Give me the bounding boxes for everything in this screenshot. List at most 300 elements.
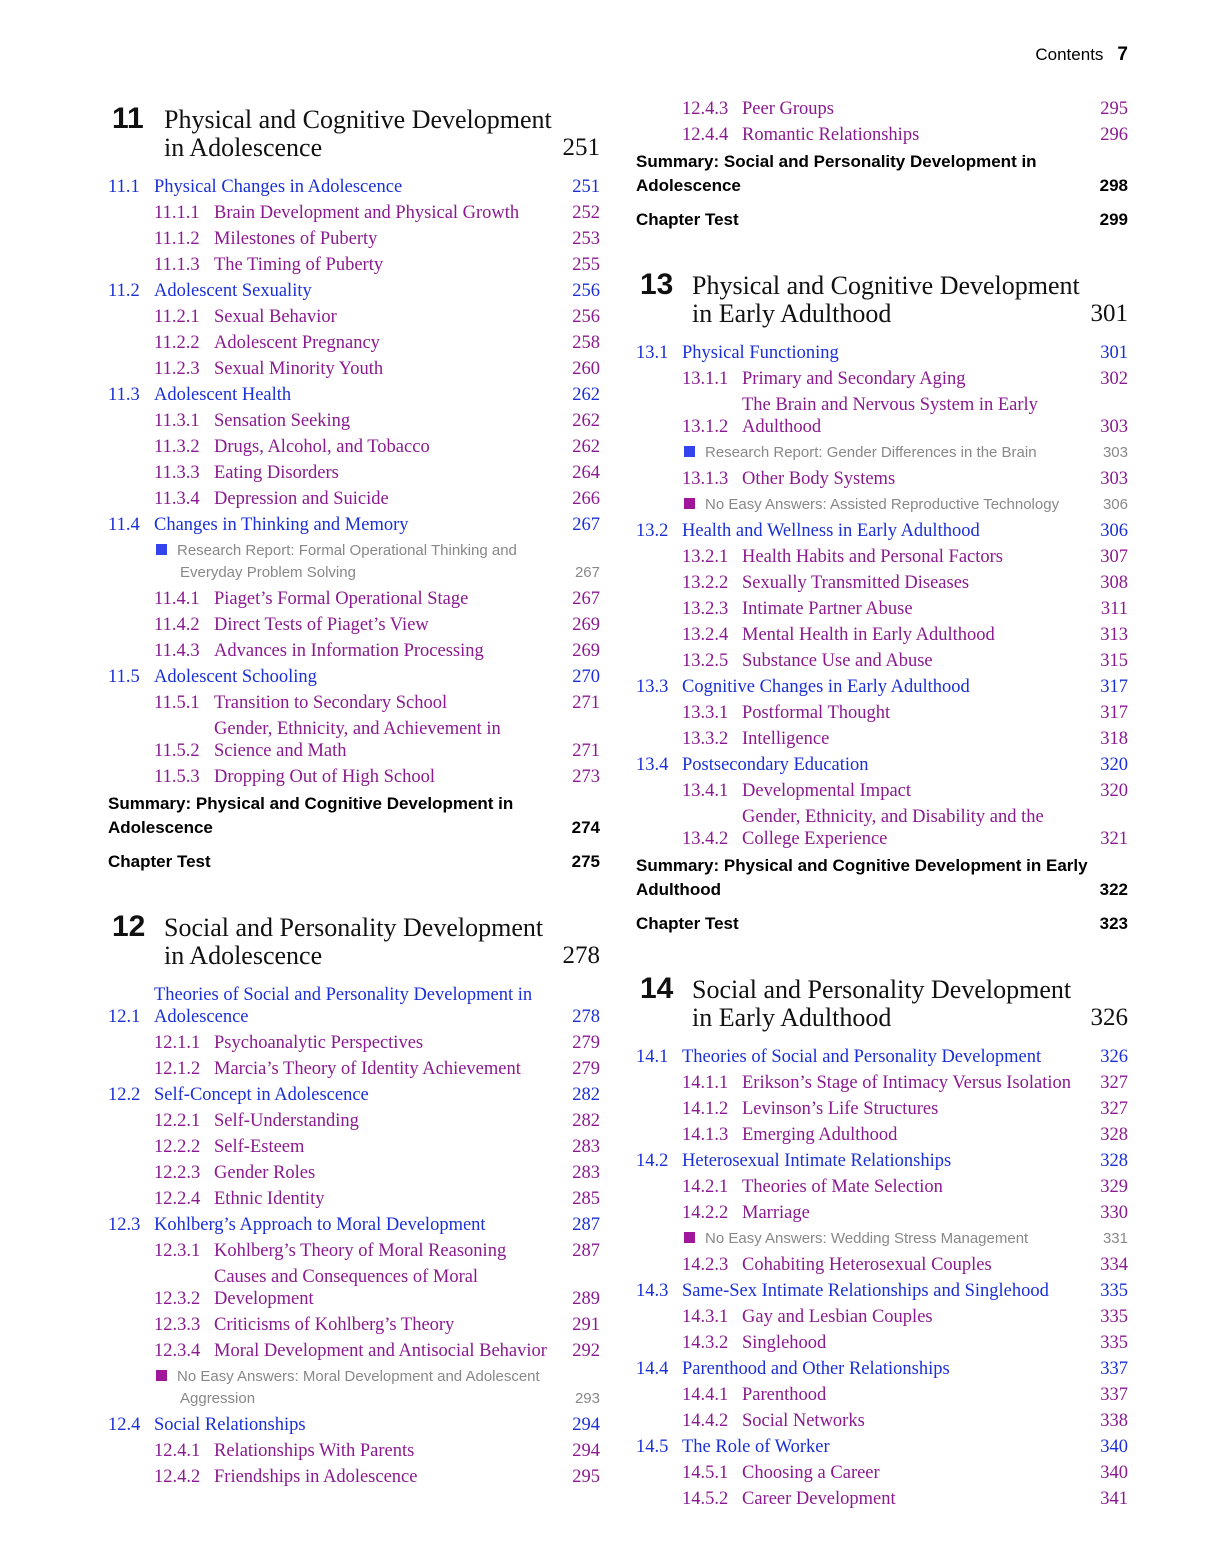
entry-page: 326 bbox=[1100, 1047, 1128, 1067]
toc-subsection-entry[interactable] bbox=[108, 1058, 600, 1080]
entry-label: Friendships in Adolescence bbox=[214, 1467, 418, 1487]
toc-subsection-entry[interactable] bbox=[636, 1462, 1128, 1484]
entry-number: 13.1 bbox=[636, 343, 669, 363]
toc-section-entry[interactable] bbox=[108, 1214, 600, 1236]
toc-subsection-entry[interactable] bbox=[636, 1098, 1128, 1120]
entry-label: No Easy Answers: Moral Development and Adolescent Aggression bbox=[177, 1368, 540, 1407]
entry-label: Adolescent Health bbox=[154, 385, 292, 405]
toc-subsection-entry[interactable] bbox=[636, 598, 1128, 620]
entry-label: Theories of Social and Personality Development in Adolescence bbox=[154, 985, 533, 1027]
entry-number: 11.2.3 bbox=[154, 359, 200, 379]
toc-subsection-entry[interactable] bbox=[108, 588, 600, 610]
entry-label: Summary: Social and Personality Development in Adolescence bbox=[636, 152, 1037, 195]
toc-subsection-entry[interactable] bbox=[636, 468, 1128, 490]
entry-number: 11.2.1 bbox=[154, 307, 200, 327]
toc-bold-entry[interactable] bbox=[636, 150, 1128, 198]
entry-page: 269 bbox=[572, 641, 600, 661]
entry-number: 12.3.3 bbox=[154, 1315, 201, 1335]
toc-subsection-entry[interactable] bbox=[108, 436, 600, 458]
entry-number: 11.4.2 bbox=[154, 615, 200, 635]
entry-number: 14.4 bbox=[636, 1359, 669, 1379]
entry-label: Sexually Transmitted Diseases bbox=[742, 573, 970, 593]
entry-number: 13.4.1 bbox=[682, 781, 729, 801]
entry-page: 322 bbox=[1099, 880, 1128, 899]
entry-number: 11.4.1 bbox=[154, 589, 200, 609]
entry-label: The Brain and Nervous System in Early Adulthood bbox=[742, 395, 1038, 437]
entry-label: Causes and Consequences of Moral Development bbox=[214, 1267, 479, 1309]
entry-label: Cognitive Changes in Early Adulthood bbox=[682, 677, 970, 697]
entry-label: Dropping Out of High School bbox=[214, 767, 435, 787]
entry-number: 14.3.2 bbox=[682, 1333, 729, 1353]
entry-page: 303 bbox=[1102, 444, 1128, 461]
entry-label: Marcia’s Theory of Identity Achievement bbox=[214, 1059, 521, 1079]
entry-page: 294 bbox=[572, 1415, 600, 1435]
toc-subsection-entry[interactable] bbox=[636, 1124, 1128, 1146]
entry-label: Mental Health in Early Adulthood bbox=[742, 625, 995, 645]
toc-subsection-entry[interactable] bbox=[636, 1254, 1128, 1276]
entry-page: 256 bbox=[572, 307, 600, 327]
entry-number: 11.4 bbox=[108, 515, 140, 535]
chapter-title-line2: in Adolescence bbox=[164, 133, 323, 162]
toc-subsection-entry[interactable] bbox=[636, 368, 1128, 390]
entry-label: Advances in Information Processing bbox=[214, 641, 484, 661]
entry-number: 14.5 bbox=[636, 1437, 669, 1457]
entry-label: Research Report: Formal Operational Thinking and Everyday Problem Solving bbox=[177, 542, 517, 581]
entry-number: 11.3 bbox=[108, 385, 140, 405]
entry-page: 306 bbox=[1100, 521, 1128, 541]
entry-page: 320 bbox=[1100, 781, 1128, 801]
entry-label: Same-Sex Intimate Relationships and Singlehood bbox=[682, 1281, 1049, 1301]
entry-label: Adolescent Schooling bbox=[154, 667, 317, 687]
toc-subsection-entry[interactable] bbox=[108, 1440, 600, 1462]
toc-subsection-entry[interactable] bbox=[636, 806, 1128, 850]
toc-subsection-entry[interactable] bbox=[636, 780, 1128, 802]
entry-page: 252 bbox=[572, 203, 600, 223]
entry-number: 12.2.2 bbox=[154, 1137, 201, 1157]
entry-page: 282 bbox=[572, 1085, 600, 1105]
toc-subsection-entry[interactable] bbox=[108, 488, 600, 510]
entry-page: 315 bbox=[1100, 651, 1128, 671]
entry-page: 260 bbox=[572, 359, 600, 379]
entry-label-wrap bbox=[684, 442, 1088, 464]
chapter-number: 11 bbox=[112, 102, 144, 135]
entry-number: 12.3.4 bbox=[154, 1341, 201, 1361]
chapter-heading[interactable] bbox=[636, 970, 1128, 1032]
entry-label-wrap bbox=[156, 1366, 560, 1410]
chapter-title bbox=[164, 908, 600, 970]
toc-bold-entry[interactable] bbox=[108, 850, 600, 874]
toc-section-entry[interactable] bbox=[108, 176, 600, 198]
entry-number: 14.5.1 bbox=[682, 1463, 729, 1483]
entry-page: 279 bbox=[572, 1059, 600, 1079]
entry-label: The Role of Worker bbox=[682, 1437, 830, 1457]
entry-label: Kohlberg’s Theory of Moral Reasoning bbox=[214, 1241, 507, 1261]
entry-page: 287 bbox=[572, 1241, 600, 1261]
toc-section-entry[interactable] bbox=[636, 1150, 1128, 1172]
entry-label: Brain Development and Physical Growth bbox=[214, 203, 520, 223]
entry-page: 270 bbox=[572, 667, 600, 687]
toc-bold-entry[interactable] bbox=[108, 792, 600, 840]
entry-number: 13.2.4 bbox=[682, 625, 729, 645]
entry-number: 11.1 bbox=[108, 177, 140, 197]
entry-label: Drugs, Alcohol, and Tobacco bbox=[214, 437, 430, 457]
toc-subsection-entry[interactable] bbox=[108, 1340, 600, 1362]
toc-subsection-entry[interactable] bbox=[636, 1306, 1128, 1328]
entry-number: 12.3.1 bbox=[154, 1241, 201, 1261]
toc-subsection-entry[interactable] bbox=[108, 1032, 600, 1054]
entry-number: 14.3 bbox=[636, 1281, 669, 1301]
entry-label: No Easy Answers: Wedding Stress Management bbox=[705, 1230, 1029, 1247]
entry-number: 12.3 bbox=[108, 1215, 141, 1235]
toc-subsection-entry[interactable] bbox=[108, 1136, 600, 1158]
toc-section-entry[interactable] bbox=[636, 754, 1128, 776]
entry-page: 340 bbox=[1100, 1463, 1128, 1483]
entry-label: Marriage bbox=[742, 1203, 810, 1223]
page-number: 7 bbox=[1117, 44, 1128, 65]
continued-toc bbox=[636, 98, 1128, 232]
entry-page: 307 bbox=[1100, 547, 1128, 567]
chapter-title-line1: Social and Personality Development bbox=[164, 913, 544, 942]
entry-number: 11.5.3 bbox=[154, 767, 200, 787]
entry-number: 14.2.3 bbox=[682, 1255, 729, 1275]
entry-label: Summary: Physical and Cognitive Development in Early Adulthood bbox=[636, 856, 1088, 899]
entry-number: 12.2.4 bbox=[154, 1189, 201, 1209]
entry-page: 292 bbox=[572, 1341, 600, 1361]
entry-label: Adolescent Pregnancy bbox=[214, 333, 380, 353]
entry-page: 308 bbox=[1100, 573, 1128, 593]
toc-section-entry[interactable] bbox=[636, 1046, 1128, 1068]
entry-number: 12.4.4 bbox=[682, 125, 729, 145]
entry-label: Summary: Physical and Cognitive Development in Adolescence bbox=[108, 794, 514, 837]
entry-page: 294 bbox=[572, 1441, 600, 1461]
entry-label: Substance Use and Abuse bbox=[742, 651, 933, 671]
toc-subsection-entry[interactable] bbox=[108, 692, 600, 714]
entry-page: 299 bbox=[1099, 210, 1128, 229]
feature-box-entry[interactable] bbox=[108, 540, 600, 584]
entry-label: Intelligence bbox=[742, 729, 830, 749]
blue-square-icon bbox=[684, 446, 695, 457]
entry-page: 318 bbox=[1100, 729, 1128, 749]
entry-label: Ethnic Identity bbox=[214, 1189, 325, 1209]
toc-section-entry[interactable] bbox=[108, 514, 600, 536]
chapter-heading[interactable] bbox=[108, 100, 600, 162]
entry-label: Psychoanalytic Perspectives bbox=[214, 1033, 424, 1053]
entry-page: 338 bbox=[1100, 1411, 1128, 1431]
toc-subsection-entry[interactable] bbox=[636, 546, 1128, 568]
entry-number: 11.1.1 bbox=[154, 203, 200, 223]
toc-section-entry[interactable] bbox=[108, 666, 600, 688]
entry-label: Kohlberg’s Approach to Moral Development bbox=[154, 1215, 486, 1235]
feature-box-entry[interactable] bbox=[636, 1228, 1128, 1250]
running-header bbox=[1035, 44, 1128, 66]
toc-section-entry[interactable] bbox=[636, 342, 1128, 364]
toc-subsection-entry[interactable] bbox=[636, 1176, 1128, 1198]
entry-label: Heterosexual Intimate Relationships bbox=[682, 1151, 952, 1171]
toc-subsection-entry[interactable] bbox=[108, 462, 600, 484]
entry-page: 328 bbox=[1100, 1151, 1128, 1171]
entry-label: Postsecondary Education bbox=[682, 755, 869, 775]
entry-label: Gender, Ethnicity, and Disability and the College Experience bbox=[742, 807, 1044, 849]
entry-label: Theories of Mate Selection bbox=[742, 1177, 943, 1197]
entry-label: Transition to Secondary School bbox=[214, 693, 448, 713]
entry-number: 13.2.3 bbox=[682, 599, 729, 619]
entry-page: 258 bbox=[572, 333, 600, 353]
toc-subsection-entry[interactable] bbox=[108, 1314, 600, 1336]
entry-page: 285 bbox=[572, 1189, 600, 1209]
entry-label: Direct Tests of Piaget’s View bbox=[214, 615, 429, 635]
entry-label: Chapter Test bbox=[636, 914, 739, 933]
entry-label: Gender Roles bbox=[214, 1163, 316, 1183]
entry-number: 14.4.1 bbox=[682, 1385, 729, 1405]
entry-number: 11.1.2 bbox=[154, 229, 200, 249]
toc-subsection-entry[interactable] bbox=[636, 1410, 1128, 1432]
toc-section-entry[interactable] bbox=[108, 1084, 600, 1106]
entry-number: 13.2.2 bbox=[682, 573, 729, 593]
entry-number: 12.1.2 bbox=[154, 1059, 201, 1079]
entry-page: 341 bbox=[1100, 1489, 1128, 1509]
entry-page: 313 bbox=[1100, 625, 1128, 645]
entry-page: 323 bbox=[1099, 914, 1128, 933]
chapter-toc bbox=[108, 176, 600, 874]
chapter-title-line2-row bbox=[164, 134, 600, 162]
entry-number: 13.4.2 bbox=[682, 829, 729, 849]
toc-subsection-entry[interactable] bbox=[108, 332, 600, 354]
toc-subsection-entry[interactable] bbox=[636, 728, 1128, 750]
entry-label: Adolescent Sexuality bbox=[154, 281, 312, 301]
entry-label: Career Development bbox=[742, 1489, 896, 1509]
entry-number: 14.4.2 bbox=[682, 1411, 729, 1431]
entry-page: 283 bbox=[572, 1163, 600, 1183]
entry-page: 287 bbox=[572, 1215, 600, 1235]
toc-subsection-entry[interactable] bbox=[108, 410, 600, 432]
header-label: Contents bbox=[1035, 45, 1104, 64]
chapter-title bbox=[164, 100, 600, 162]
chapter-heading[interactable] bbox=[108, 908, 600, 970]
toc-section-entry[interactable] bbox=[636, 520, 1128, 542]
entry-label-wrap bbox=[156, 540, 560, 584]
toc-subsection-entry[interactable] bbox=[108, 306, 600, 328]
entry-page: 283 bbox=[572, 1137, 600, 1157]
toc-subsection-entry[interactable] bbox=[636, 650, 1128, 672]
entry-label: Moral Development and Antisocial Behavior bbox=[214, 1341, 547, 1361]
entry-label: Physical Changes in Adolescence bbox=[154, 177, 403, 197]
chapter-number: 12 bbox=[112, 910, 146, 943]
toc-subsection-entry[interactable] bbox=[108, 1266, 600, 1310]
toc-subsection-entry[interactable] bbox=[108, 1162, 600, 1184]
entry-page: 306 bbox=[1102, 496, 1128, 513]
entry-page: 264 bbox=[572, 463, 600, 483]
entry-number: 11.1.3 bbox=[154, 255, 200, 275]
entry-page: 295 bbox=[1100, 99, 1128, 119]
entry-label: Relationships With Parents bbox=[214, 1441, 415, 1461]
entry-label: Erikson’s Stage of Intimacy Versus Isolation bbox=[742, 1073, 1072, 1093]
entry-label: Health Habits and Personal Factors bbox=[742, 547, 1003, 567]
entry-number: 13.1.3 bbox=[682, 469, 729, 489]
chapter-gap bbox=[108, 884, 600, 906]
toc-subsection-entry[interactable] bbox=[108, 254, 600, 276]
toc-subsection-entry[interactable] bbox=[108, 358, 600, 380]
entry-number: 13.3.2 bbox=[682, 729, 729, 749]
toc-subsection-entry[interactable] bbox=[108, 766, 600, 788]
entry-page: 275 bbox=[571, 852, 600, 871]
entry-page: 274 bbox=[571, 818, 600, 837]
chapter-heading[interactable] bbox=[636, 266, 1128, 328]
entry-label: Peer Groups bbox=[742, 99, 834, 119]
entry-page: 295 bbox=[572, 1467, 600, 1487]
toc-section-entry[interactable] bbox=[108, 280, 600, 302]
entry-page: 303 bbox=[1100, 469, 1128, 489]
entry-page: 266 bbox=[572, 489, 600, 509]
purple-square-icon bbox=[684, 498, 695, 509]
entry-label: Changes in Thinking and Memory bbox=[154, 515, 409, 535]
entry-number: 11.2.2 bbox=[154, 333, 200, 353]
entry-number: 12.2 bbox=[108, 1085, 141, 1105]
toc-bold-entry[interactable] bbox=[636, 854, 1128, 902]
toc-subsection-entry[interactable] bbox=[108, 718, 600, 762]
toc-subsection-entry[interactable] bbox=[108, 1110, 600, 1132]
entry-number: 12.4.3 bbox=[682, 99, 729, 119]
entry-page: 321 bbox=[1100, 829, 1128, 849]
entry-page: 317 bbox=[1100, 677, 1128, 697]
toc-subsection-entry[interactable] bbox=[636, 124, 1128, 146]
entry-number: 13.2.1 bbox=[682, 547, 729, 567]
toc-subsection-entry[interactable] bbox=[108, 228, 600, 250]
entry-page: 256 bbox=[572, 281, 600, 301]
toc-bold-entry[interactable] bbox=[636, 208, 1128, 232]
entry-page: 311 bbox=[1100, 599, 1128, 619]
toc-subsection-entry[interactable] bbox=[636, 1332, 1128, 1354]
toc-subsection-entry[interactable] bbox=[636, 394, 1128, 438]
entry-page: 320 bbox=[1100, 755, 1128, 775]
chapter-page: 278 bbox=[562, 942, 600, 969]
chapter-title-line2: in Early Adulthood bbox=[692, 1003, 892, 1032]
toc-subsection-entry[interactable] bbox=[108, 614, 600, 636]
chapter-page: 326 bbox=[1090, 1004, 1128, 1031]
entry-number: 11.3.4 bbox=[154, 489, 200, 509]
entry-page: 253 bbox=[572, 229, 600, 249]
entry-number: 14.3.1 bbox=[682, 1307, 729, 1327]
entry-label: Research Report: Gender Differences in the Brain bbox=[705, 444, 1037, 461]
chapter-title-line2-row bbox=[164, 942, 600, 970]
entry-page: 327 bbox=[1100, 1099, 1128, 1119]
toc-subsection-entry[interactable] bbox=[636, 702, 1128, 724]
entry-page: 335 bbox=[1100, 1281, 1128, 1301]
entry-page: 334 bbox=[1100, 1255, 1128, 1275]
entry-label: Theories of Social and Personality Development bbox=[682, 1047, 1042, 1067]
entry-page: 267 bbox=[574, 564, 600, 581]
purple-square-icon bbox=[684, 1232, 695, 1243]
toc-section-entry[interactable] bbox=[636, 1436, 1128, 1458]
chapter-gap bbox=[636, 242, 1128, 264]
entry-number: 11.5 bbox=[108, 667, 140, 687]
entry-page: 335 bbox=[1100, 1307, 1128, 1327]
entry-label: No Easy Answers: Assisted Reproductive Technology bbox=[705, 496, 1060, 513]
entry-page: 302 bbox=[1100, 369, 1128, 389]
entry-label: Milestones of Puberty bbox=[214, 229, 378, 249]
toc-subsection-entry[interactable] bbox=[108, 1240, 600, 1262]
entry-label: Chapter Test bbox=[636, 210, 739, 229]
entry-page: 337 bbox=[1100, 1359, 1128, 1379]
entry-label-wrap bbox=[684, 1228, 1088, 1250]
entry-page: 267 bbox=[572, 589, 600, 609]
toc-subsection-entry[interactable] bbox=[636, 1202, 1128, 1224]
toc-subsection-entry[interactable] bbox=[108, 1188, 600, 1210]
entry-label: Levinson’s Life Structures bbox=[742, 1099, 939, 1119]
toc-subsection-entry[interactable] bbox=[636, 98, 1128, 120]
entry-page: 330 bbox=[1100, 1203, 1128, 1223]
entry-page: 289 bbox=[572, 1289, 600, 1309]
entry-label: Chapter Test bbox=[108, 852, 211, 871]
toc-section-entry[interactable] bbox=[108, 984, 600, 1028]
chapter-page: 301 bbox=[1090, 300, 1128, 327]
entry-label: Postformal Thought bbox=[742, 703, 891, 723]
entry-number: 14.1.1 bbox=[682, 1073, 729, 1093]
chapter-number: 14 bbox=[640, 972, 674, 1005]
entry-label: Romantic Relationships bbox=[742, 125, 920, 145]
toc-subsection-entry[interactable] bbox=[108, 202, 600, 224]
entry-number: 14.1.2 bbox=[682, 1099, 729, 1119]
toc-subsection-entry[interactable] bbox=[636, 1488, 1128, 1510]
entry-page: 337 bbox=[1100, 1385, 1128, 1405]
entry-page: 293 bbox=[574, 1390, 600, 1407]
feature-box-entry[interactable] bbox=[108, 1366, 600, 1410]
entry-label: Eating Disorders bbox=[214, 463, 339, 483]
entry-number: 13.4 bbox=[636, 755, 669, 775]
toc-subsection-entry[interactable] bbox=[636, 1072, 1128, 1094]
entry-page: 271 bbox=[572, 693, 600, 713]
chapter-toc bbox=[636, 1046, 1128, 1510]
feature-box-entry[interactable] bbox=[636, 442, 1128, 464]
entry-number: 12.2.3 bbox=[154, 1163, 201, 1183]
entry-number: 13.2 bbox=[636, 521, 669, 541]
toc-section-entry[interactable] bbox=[636, 676, 1128, 698]
entry-number: 13.3.1 bbox=[682, 703, 729, 723]
entry-number: 11.2 bbox=[108, 281, 140, 301]
toc-section-entry[interactable] bbox=[108, 384, 600, 406]
toc-subsection-entry[interactable] bbox=[636, 624, 1128, 646]
toc-bold-entry[interactable] bbox=[636, 912, 1128, 936]
toc-subsection-entry[interactable] bbox=[636, 572, 1128, 594]
toc-section-entry[interactable] bbox=[636, 1358, 1128, 1380]
purple-square-icon bbox=[156, 1370, 167, 1381]
chapter-title-line1: Physical and Cognitive Development bbox=[692, 271, 1080, 300]
entry-label: Singlehood bbox=[742, 1333, 827, 1353]
toc-subsection-entry[interactable] bbox=[108, 640, 600, 662]
entry-page: 282 bbox=[572, 1111, 600, 1131]
entry-number: 12.3.2 bbox=[154, 1289, 201, 1309]
chapter-title bbox=[692, 266, 1128, 328]
blue-square-icon bbox=[156, 544, 167, 555]
chapter-title-line2: in Early Adulthood bbox=[692, 299, 892, 328]
entry-number: 12.1.1 bbox=[154, 1033, 201, 1053]
entry-page: 273 bbox=[572, 767, 600, 787]
toc-subsection-entry[interactable] bbox=[108, 1466, 600, 1488]
entry-label: Piaget’s Formal Operational Stage bbox=[214, 589, 469, 609]
entry-label: Primary and Secondary Aging bbox=[742, 369, 966, 389]
toc-section-entry[interactable] bbox=[636, 1280, 1128, 1302]
toc-subsection-entry[interactable] bbox=[636, 1384, 1128, 1406]
toc-section-entry[interactable] bbox=[108, 1414, 600, 1436]
chapter-toc bbox=[108, 984, 600, 1488]
entry-label: Gay and Lesbian Couples bbox=[742, 1307, 933, 1327]
entry-page: 317 bbox=[1100, 703, 1128, 723]
chapter-title-line2-row bbox=[692, 1004, 1128, 1032]
entry-label: Criticisms of Kohlberg’s Theory bbox=[214, 1315, 455, 1335]
entry-number: 11.3.3 bbox=[154, 463, 200, 483]
feature-box-entry[interactable] bbox=[636, 494, 1128, 516]
chapter-gap bbox=[636, 946, 1128, 968]
chapter-title-line1: Social and Personality Development bbox=[692, 975, 1072, 1004]
